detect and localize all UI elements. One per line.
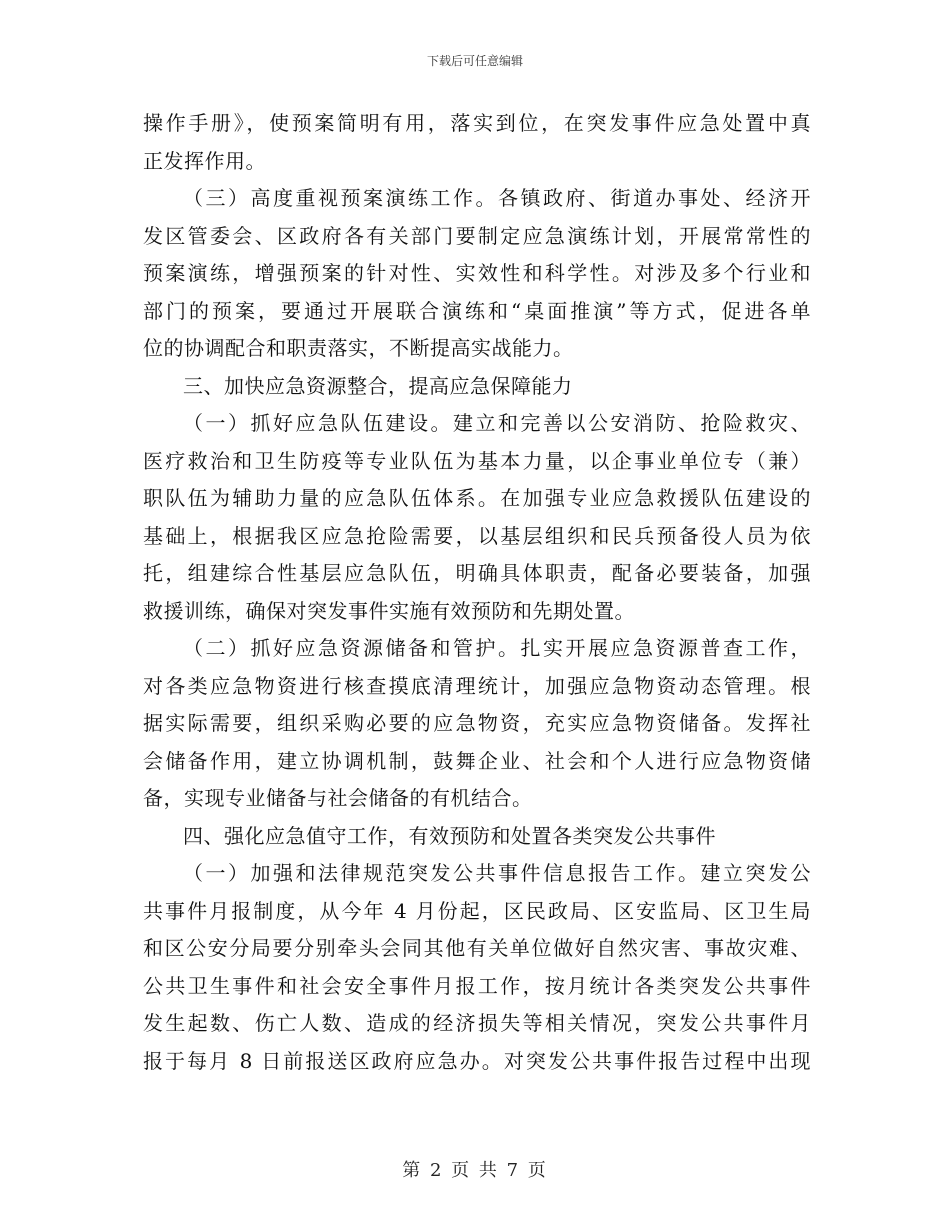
text-line: 操作手册》，使预案简明有用，落实到位，在突发事件应急处置中真 (143, 111, 811, 135)
text-line: 托，组建综合性基层应急队伍，明确具体职责，配备必要装备，加强 (143, 561, 811, 585)
text-line: 据实际需要，组织采购必要的应急物资，充实应急物资储备。发挥社 (143, 711, 811, 735)
text-line: （一）抓好应急队伍建设。建立和完善以公安消防、抢险救灾、 (183, 411, 811, 435)
text-line: 共事件月报制度，从今年 4 月份起，区民政局、区安监局、区卫生局 (143, 898, 811, 923)
text-line: 发生起数、伤亡人数、造成的经济损失等相关情况，突发公共事件月 (143, 1011, 811, 1035)
text-line: 四、强化应急值守工作，有效预防和处置各类突发公共事件 (183, 823, 716, 848)
text-line: （二）抓好应急资源储备和管护。扎实开展应急资源普查工作， (183, 636, 811, 660)
text-line: 三、加快应急资源整合，提高应急保障能力 (183, 373, 573, 398)
text-line: 和区公安分局要分别牵头会同其他有关单位做好自然灾害、事故灾难、 (143, 936, 811, 960)
page-footer: 第 2 页 共 7 页 (402, 1160, 548, 1181)
text-line: 位的协调配合和职责落实，不断提高实战能力。 (143, 336, 574, 360)
text-line: 救援训练，确保对突发事件实施有效预防和先期处置。 (143, 598, 635, 623)
text-line: 预案演练，增强预案的针对性、实效性和科学性。对涉及多个行业和 (143, 261, 811, 285)
text-line: 正发挥作用。 (143, 148, 266, 173)
text-line: 基础上，根据我区应急抢险需要，以基层组织和民兵预备役人员为依 (143, 523, 811, 548)
text-line: 公共卫生事件和社会安全事件月报工作，按月统计各类突发公共事件 (143, 973, 811, 998)
text-line: 会储备作用，建立协调机制，鼓舞企业、社会和个人进行应急物资储 (143, 748, 811, 773)
text-line: 对各类应急物资进行核查摸底清理统计，加强应急物资动态管理。根 (143, 673, 811, 698)
text-line: 医疗救治和卫生防疫等专业队伍为基本力量，以企事业单位专（兼） (143, 448, 811, 473)
document-body (143, 105, 811, 1080)
text-line: 备，实现专业储备与社会储备的有机结合。 (143, 786, 533, 810)
page-header: 下载后可任意编辑 (426, 54, 523, 68)
text-line: （三）高度重视预案演练工作。各镇政府、街道办事处、经济开 (183, 186, 811, 210)
text-line: 职队伍为辅助力量的应急队伍体系。在加强专业应急救援队伍建设的 (143, 486, 811, 510)
text-line: （一）加强和法律规范突发公共事件信息报告工作。建立突发公 (183, 861, 811, 885)
text-line: 报于每月 8 日前报送区政府应急办。对突发公共事件报告过程中出现 (143, 1048, 811, 1073)
text-line: 发区管委会、区政府各有关部门要制定应急演练计划，开展常常性的 (143, 223, 811, 248)
text-line: 部门的预案，要通过开展联合演练和“桌面推演”等方式，促进各单 (143, 298, 811, 323)
